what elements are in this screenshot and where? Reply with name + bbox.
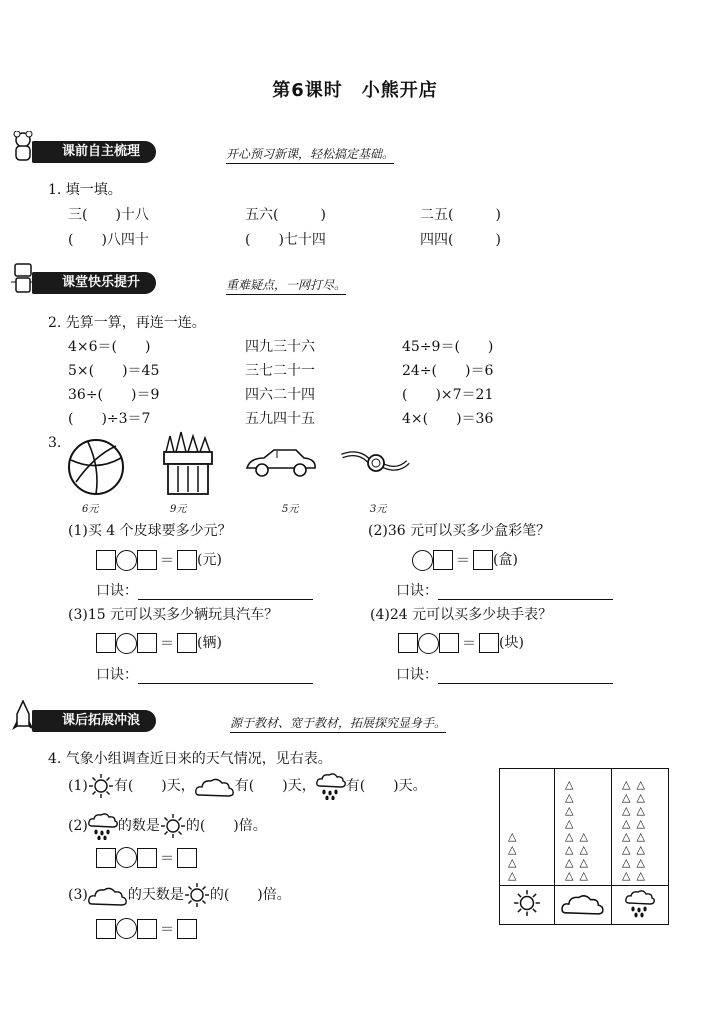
tally-triangle: △ (622, 830, 631, 843)
tally-triangle: △ (565, 791, 574, 804)
answer-box[interactable] (137, 919, 157, 939)
tally-triangle: △ (565, 778, 574, 791)
rainy-tally-marks (612, 778, 668, 885)
rain-cloud-icon (625, 888, 655, 918)
tally-triangle: △ (508, 869, 517, 882)
tally-triangle: △ (622, 869, 631, 882)
tally-triangle: △ (579, 869, 588, 882)
rhyme: 五九四十五 (245, 411, 315, 427)
equation-row-1 (96, 549, 222, 571)
operator-circle[interactable] (418, 633, 439, 654)
answer-box[interactable] (479, 633, 499, 653)
equals-sign: ＝ (160, 553, 174, 569)
rhyme-answer-line (96, 664, 313, 684)
unit-label: (元) (197, 552, 222, 568)
cloud-icon (561, 891, 605, 915)
sub-question-2: (2)36 元可以买多少盒彩笔？ (368, 523, 551, 539)
rhyme-answer-line (96, 580, 313, 600)
answer-box[interactable] (96, 919, 116, 939)
cloud-icon (195, 775, 235, 797)
right-expression: 45÷9＝( ) (402, 339, 494, 355)
tally-triangle: △ (565, 804, 574, 817)
rhyme: 四六二十四 (245, 387, 315, 403)
tally-triangle: △ (622, 778, 631, 791)
equation-row-3 (96, 632, 222, 654)
equals-sign: ＝ (160, 850, 174, 867)
right-expression: ( )×7＝21 (402, 387, 494, 403)
operator-circle[interactable] (116, 550, 137, 571)
tally-triangle: △ (636, 856, 645, 869)
answer-box[interactable] (96, 633, 116, 653)
answer-box[interactable] (473, 550, 493, 570)
banner-label: 课后拓展冲浪 (32, 710, 156, 732)
equation-row-4 (398, 632, 524, 654)
sun-icon (513, 889, 541, 917)
sunny-tally-marks (500, 830, 554, 885)
question-4-prompt: 4. 气象小组调查近日来的天气情况，见右表。 (48, 751, 332, 767)
price-car: 5元 (282, 504, 299, 515)
q4-line-2 (68, 812, 267, 840)
question-1-prompt: 1. 填一填。 (48, 182, 122, 198)
cloudy-days-text: 有( )天， (234, 778, 316, 794)
rhyme-answer-line (396, 580, 613, 600)
tally-triangle: △ (636, 804, 645, 817)
rain-cloud-icon (316, 772, 346, 800)
answer-box[interactable] (398, 633, 418, 653)
rhyme: 四九三十六 (245, 339, 315, 355)
tally-triangle: △ (636, 869, 645, 882)
banner-subtitle: 源于教材、宽于教材，拓展探究显身手。 (230, 714, 446, 733)
answer-box[interactable] (177, 550, 197, 570)
tally-triangle: △ (565, 843, 574, 856)
tally-triangle: △ (508, 843, 517, 856)
operator-circle[interactable] (116, 847, 137, 868)
weather-tally-table (499, 768, 669, 925)
fill-item: 三( )十八 (68, 207, 149, 223)
equation-row-q4-2 (96, 847, 197, 868)
left-expression: 4×6＝( ) (68, 339, 151, 355)
question-2-prompt: 2. 先算一算，再连一连。 (48, 315, 206, 331)
banner-subtitle: 重难疑点，一网打尽。 (226, 276, 346, 295)
question-3-prompt: 3. (48, 435, 62, 451)
tally-triangle: △ (565, 830, 574, 843)
rain-cloud-icon (88, 812, 118, 840)
tally-triangle: △ (579, 856, 588, 869)
tally-triangle: △ (579, 843, 588, 856)
banner-label: 课堂快乐提升 (32, 272, 156, 294)
tally-triangle: △ (622, 843, 631, 856)
tally-triangle: △ (508, 830, 517, 843)
right-expression: 24÷( )＝6 (402, 363, 494, 379)
tally-triangle: △ (636, 830, 645, 843)
cloudy-tally-marks (555, 778, 611, 885)
sub-question-1: (1)买 4 个皮球要多少元？ (68, 523, 232, 539)
sunny-days-text: 有( )天， (113, 778, 195, 794)
sub-label: (1) (68, 778, 88, 794)
fill-item: 五六( ) (245, 207, 326, 223)
wristwatch-icon (338, 446, 412, 480)
banner-subtitle: 开心预习新课，轻松搞定基础。 (226, 145, 394, 164)
answer-box[interactable] (177, 848, 197, 868)
tally-triangle: △ (565, 817, 574, 830)
sun-icon (184, 882, 210, 908)
sub-question-4: (4)24 元可以买多少块手表？ (370, 607, 553, 623)
rhyme-answer-line (396, 664, 613, 684)
koujue-label: 口诀： (96, 667, 138, 683)
sub-label: (3) (68, 887, 88, 903)
rhyme: 三七二十一 (245, 363, 315, 379)
tally-triangle: △ (636, 843, 645, 856)
koujue-label: 口诀： (396, 583, 438, 599)
price-watch: 3元 (370, 504, 387, 515)
sun-icon (88, 773, 114, 799)
equals-sign: ＝ (456, 553, 470, 569)
tally-triangle: △ (636, 778, 645, 791)
unit-label: (盒) (493, 552, 518, 568)
answer-box[interactable] (96, 848, 116, 868)
left-expression: 36÷( )＝9 (68, 387, 160, 403)
operator-circle[interactable] (412, 550, 433, 571)
fill-item: ( )七十四 (245, 232, 326, 248)
answer-box[interactable] (96, 550, 116, 570)
write-line[interactable] (438, 585, 613, 600)
banner-label: 课前自主梳理 (32, 141, 156, 163)
q4-line-1 (68, 772, 427, 800)
comparison-text: 的数是 (117, 818, 160, 834)
sub-question-3: (3)15 元可以买多少辆玩具汽车？ (68, 607, 279, 623)
equation-row-2 (412, 549, 518, 571)
unit-label: (辆) (197, 635, 222, 651)
koujue-label: 口诀： (396, 667, 438, 683)
answer-box[interactable] (177, 919, 197, 939)
rainy-tally-cell (612, 769, 669, 886)
section-banner-extension (0, 710, 710, 736)
operator-circle[interactable] (116, 633, 137, 654)
answer-box[interactable] (439, 633, 459, 653)
equation-row-q4-3 (96, 918, 197, 939)
cloud-icon (88, 884, 128, 906)
operator-circle[interactable] (116, 918, 137, 939)
tally-triangle: △ (508, 856, 517, 869)
rainy-header-cell (612, 886, 669, 925)
sunny-tally-cell (500, 769, 555, 886)
toy-car-icon (244, 446, 318, 480)
equals-sign: ＝ (462, 636, 476, 652)
page-title: 第6课时 小熊开店 (272, 80, 438, 101)
write-line[interactable] (138, 585, 313, 600)
answer-box[interactable] (137, 550, 157, 570)
fill-item: 四四( ) (420, 232, 501, 248)
tally-triangle: △ (622, 856, 631, 869)
price-ball: 6元 (82, 504, 99, 515)
ball-icon (66, 438, 126, 496)
fill-item: 二五( ) (420, 207, 501, 223)
left-expression: ( )÷3＝7 (68, 411, 151, 427)
q4-line-3 (68, 882, 291, 908)
answer-box[interactable] (137, 633, 157, 653)
cloudy-tally-cell (555, 769, 612, 886)
times-text: 的( )倍。 (185, 818, 267, 834)
tally-triangle: △ (636, 791, 645, 804)
left-expression: 5×( )＝45 (68, 363, 160, 379)
tally-triangle: △ (636, 817, 645, 830)
sunny-header-cell (500, 886, 555, 925)
crayon-box-icon (160, 430, 216, 496)
equals-sign: ＝ (160, 636, 174, 652)
sun-icon (160, 813, 186, 839)
answer-box[interactable] (177, 633, 197, 653)
unit-label: (块) (499, 635, 524, 651)
rainy-days-text: 有( )天。 (345, 778, 427, 794)
section-banner-preview (0, 141, 710, 167)
right-expression: 4×( )＝36 (402, 411, 494, 427)
tally-triangle: △ (622, 791, 631, 804)
equals-sign: ＝ (160, 921, 174, 938)
sub-label: (2) (68, 818, 88, 834)
price-crayons: 9元 (170, 504, 187, 515)
koujue-label: 口诀： (96, 583, 138, 599)
tally-triangle: △ (565, 869, 574, 882)
tally-triangle: △ (622, 817, 631, 830)
times-text: 的( )倍。 (209, 887, 291, 903)
answer-box[interactable] (433, 550, 453, 570)
tally-triangle: △ (579, 830, 588, 843)
answer-box[interactable] (137, 848, 157, 868)
tally-triangle: △ (565, 856, 574, 869)
fill-item: ( )八四十 (68, 232, 149, 248)
write-line[interactable] (438, 669, 613, 684)
section-banner-classroom (0, 272, 710, 298)
write-line[interactable] (138, 669, 313, 684)
tally-triangle: △ (622, 804, 631, 817)
cloudy-header-cell (555, 886, 612, 925)
comparison-text: 的天数是 (127, 887, 184, 903)
